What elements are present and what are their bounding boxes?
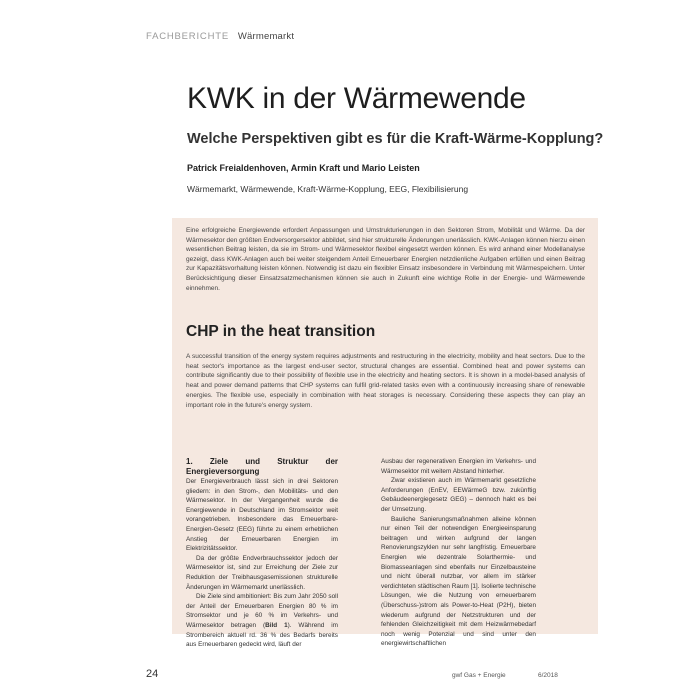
paragraph-text: ). Während im Strombereich aktuell rd. 36 % des Bedarfs bereits aus Erneuerbaren gedeckt wird, läuft der [186,621,338,649]
running-header [146,31,294,42]
article-title: KWK in der Wärmewende [187,82,526,115]
body-paragraph: Der Energieverbrauch lässt sich in drei Sektoren gliedern: in den Strom-, den Mobilitäts- und den Wärmesektor. In der Vergangenheit wurde die Energiewende in Deutschland im Stromsektor weit vorangetrieben. Insbesondere das Erneuerbare-Energien-Gesetz (EEG) führte zu einem erheblichen Anstieg der Erneuerbaren Energien im Elektrizitätssektor. [186,478,338,553]
page-number: 24 [146,668,159,680]
paragraph-text: Die Ziele sind ambitioniert: Bis zum Jahr 2050 soll der Anteil der Erneuerbaren Energien 80 % im Stromsektor und je 60 % im Verkehrs- und Wärmesektor betragen ( [186,593,338,629]
body-column-left [186,457,338,650]
footer-publication: gwf Gas + Energie [452,672,506,679]
body-paragraph: Zwar existieren auch im Wärmemarkt gesetzliche Anforderungen (EnEV, EEWärmeG bzw. zukünftig Gebäudeenergiegesetz GEG) – dennoch hakt es bei der Umsetzung. [381,477,536,513]
body-paragraph: Da der größte Endverbrauchssektor jedoch der Wärmesektor ist, sind zur Erreichung der Ziele zur Reduktion der Treibhausgasemissionen strukturelle Änderungen im Wärmemarkt unerlässlich. [186,554,338,591]
abstract-german: Eine erfolgreiche Energiewende erfordert Anpassungen und Umstrukturierungen in den Sektoren Strom, Mobilität und Wärme. Da der Wärmesektor den größten Endversorgersektor abbildet, sind hier strukturelle Änderungen unerlässlich. KWK-Anlagen können hierzu einen wesentlichen Beitrag leisten, da sie im Strom- und Wärmesektor flexibel eingesetzt werden können. Es wird anhand einer Modellanalyse gezeigt, dass KWK-Anlagen auch bei weiter steigendem Anteil Erneuerbarer Energien netzdienliche Aufgaben erfüllen und einen Beitrag zur Kapazitätsvorhaltung leisten können. Notwendig ist dazu ein flexibler Einsatz insbesondere in Verbindung mit Wärmespeichern. Unter Berücksichtigung dieser Einsatzsatzmechanismen können sie auch in Zukunft eine wichtige Rolle in der Energie- und Wärmewende einnehmen. [186,227,585,292]
abstract-english-title: CHP in the heat transition [186,323,376,340]
body-column-right [381,457,536,649]
figure-reference: Bild 1 [265,621,288,629]
section-heading: 1. Ziele und Struktur der Energieversorgung [186,457,338,476]
article-subtitle: Welche Perspektiven gibt es für die Kraft-Wärme-Kopplung? [187,131,604,147]
article-keywords: Wärmemarkt, Wärmewende, Kraft-Wärme-Kopplung, EEG, Flexibilisierung [187,184,469,194]
body-paragraph: Ausbau der regenerativen Energien im Verkehrs- und Wärmesektor mit weitem Abstand hinterher. [381,458,536,475]
article-authors: Patrick Freialdenhoven, Armin Kraft und Mario Leisten [187,163,420,173]
abstract-english: A successful transition of the energy system requires adjustments and restructuring in the electricity, mobility and heat sectors. Due to the heat sector's importance as the largest end-user sector, structural changes are essential. Combined heat and power systems can contribute significantly due to their possibility of flexible use in the electricity and heating sectors. It is shown in a model-based analysis of heat and power demand patterns that CHP systems can fulfil grid-related tasks even with a continuously increasing share of renewable energies. The flexible use, especially in combination with heat storages is necessary. Considering these aspects they can play an important role in the future's energy system. [186,353,585,409]
topic-label: Wärmemarkt [237,31,295,42]
section-label: FACHBERICHTE [146,31,229,42]
body-paragraph [186,592,338,650]
body-paragraph: Bauliche Sanierungsmaßnahmen alleine können nur einen Teil der notwendigen Energieeinsparung beitragen und wirken aufgrund der langen Renovierungszyklen nur sehr langfristig. Erneuerbare Energien wie dezentrale Solarthermie- und Biomasseanlagen sind ebenfalls nur Einzelbausteine und nicht überall nutzbar, vor allem im stärker verdichteten städtischen Raum [1]. Isolierte technische Lösungen, wie die Nutzung von erneuerbarem (Überschuss-)strom als Power-to-Heat (P2H), bieten wiederum aufgrund der Netzstrukturen und der fehlenden Gleichzeitigkeit mit dem Heizwärmebedarf noch wenig Potenzial und sind unter den energiewirtschaftlichen [381,515,536,648]
footer-issue: 6/2018 [538,672,558,679]
